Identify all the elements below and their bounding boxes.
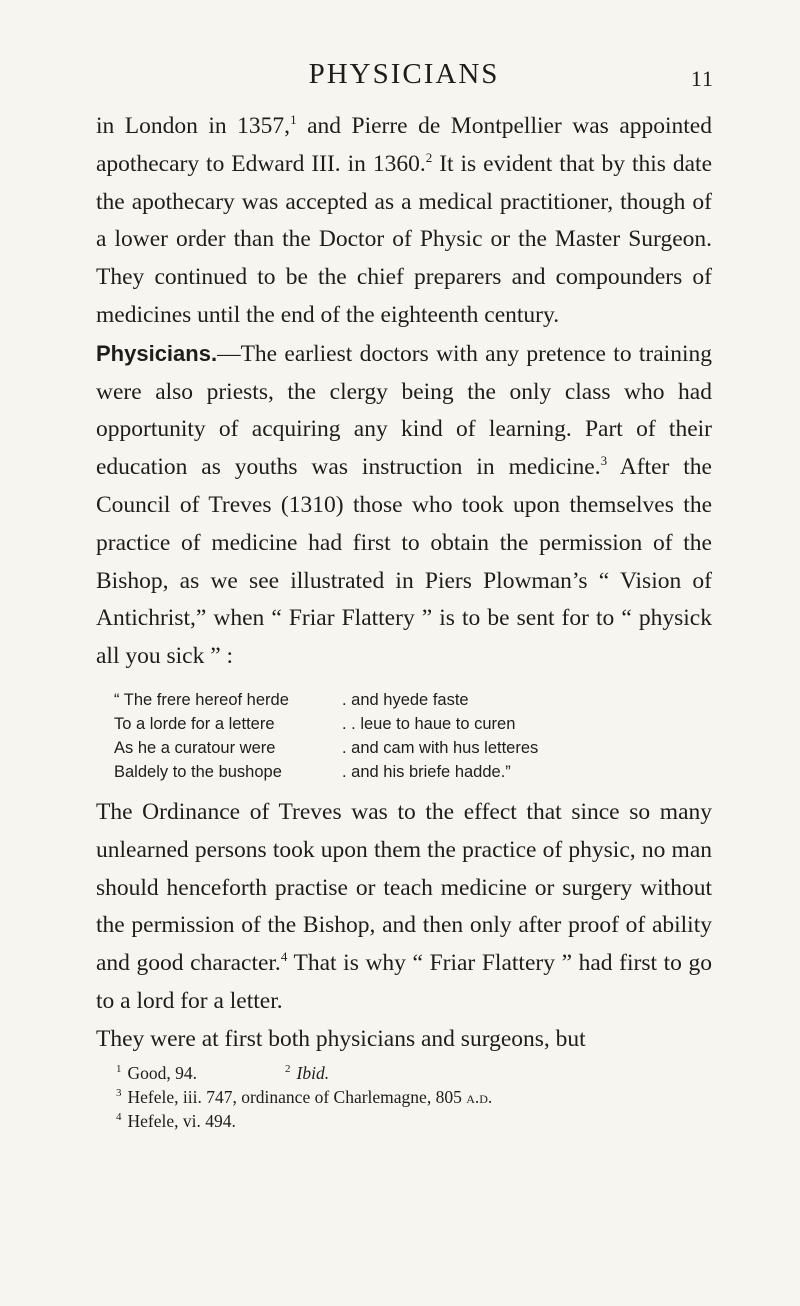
- page-number: 11: [690, 66, 714, 91]
- verse-line: [96, 688, 712, 712]
- p1-text-3: It is evident that by this date the apothecary was accepted as a medical practitioner, though of a lower order than the Doctor of Physic or the Master Surgeon. They continued to be the chief preparers and compounders of medicines until the end of the eighteenth century.: [96, 150, 712, 328]
- p2-text-1: —The earliest doctors with any pretence to training were also priests, the clergy being the only class who had opportunity of acquiring any kind of learning. Part of their education as youths was instruction in medicine.: [96, 340, 712, 481]
- p4-text-1: They were at first both physicians and surgeons, but: [96, 1025, 586, 1052]
- verse-line-2-b: . . leue to haue to curen: [342, 714, 516, 733]
- footnote-ref-1: 1: [290, 112, 297, 127]
- verse-line-4-a: Baldely to the bushope: [114, 762, 282, 781]
- verse-line-4-b: . and his briefe hadde.”: [342, 762, 511, 781]
- footnote-row: [96, 1085, 712, 1109]
- p2-text-2: After the Council of Treves (1310) those who took upon themselves the practice of medicine had first to obtain the permission of the Bishop, as we see illustrated in Piers Plowman’s “ Vision of Antichrist,” when “ Friar Flattery ” is to be sent for to “ physick all you sick ” :: [96, 454, 712, 670]
- footnote-3-text: Hefele, iii. 747, ordinance of Charlemagne, 805: [127, 1086, 467, 1107]
- verse-line-1-a: “ The frere hereof herde: [114, 690, 289, 709]
- paragraph-2: [96, 335, 712, 676]
- verse-line-3-a: As he a curatour were: [114, 738, 276, 757]
- footnote-mark-2: 2: [285, 1062, 291, 1075]
- verse-line: [96, 736, 712, 760]
- verse-line-3-b: . and cam with hus letteres: [342, 738, 539, 757]
- footnote-mark-1: 1: [116, 1062, 122, 1075]
- verse-quotation: [96, 688, 712, 784]
- verse-line-1-b: . and hyede faste: [342, 690, 469, 709]
- footnote-4: [96, 1109, 236, 1133]
- section-heading: Physicians.: [96, 340, 218, 366]
- footnote-2-text: Ibid.: [296, 1062, 330, 1083]
- footnote-mark-3: 3: [116, 1086, 122, 1099]
- p3-text-1: The Ordinance of Treves was to the effect that since so many unlearned persons took upon them the practice of physic, no man should henceforth practise or teach medicine or surgery without the permission of the Bishop, and then only after proof of ability and good character.: [96, 798, 712, 977]
- p3-text-2: That is why “ Friar Flattery ” had first to go to a lord for a letter.: [96, 950, 712, 1014]
- footnote-ref-3: 3: [600, 453, 608, 469]
- footnote-4-text: Hefele, vi. 494.: [127, 1110, 236, 1131]
- footnote-row: [96, 1061, 712, 1085]
- footnote-row: [96, 1109, 712, 1133]
- paragraph-4: [96, 1021, 712, 1059]
- p1-text-1: in London in 1357,: [96, 113, 291, 139]
- verse-line: [96, 760, 712, 784]
- footnote-ref-4: 4: [280, 949, 288, 965]
- footnote-3: [96, 1085, 492, 1109]
- body-text-continued: [96, 794, 712, 1059]
- footnotes: [96, 1061, 712, 1133]
- paragraph-3: [96, 794, 712, 1021]
- footnote-mark-4: 4: [116, 1110, 122, 1123]
- footnote-1: [96, 1061, 197, 1085]
- footnote-3-era: a.d.: [466, 1086, 493, 1107]
- page: [96, 58, 712, 1133]
- footnote-1-text: Good, 94.: [127, 1062, 198, 1083]
- p1-text-2: and Pierre de Montpellier was appointed apothecary to Edward III. in 1360.: [96, 113, 712, 177]
- running-title: PHYSICIANS: [308, 58, 500, 90]
- body-text: [96, 108, 712, 676]
- footnote-ref-2: 2: [425, 149, 433, 165]
- verse-line: [96, 712, 712, 736]
- running-head: [96, 58, 712, 108]
- paragraph-1: [96, 108, 712, 335]
- verse-line-2-a: To a lorde for a lettere: [114, 714, 275, 733]
- footnote-2: [197, 1061, 329, 1085]
